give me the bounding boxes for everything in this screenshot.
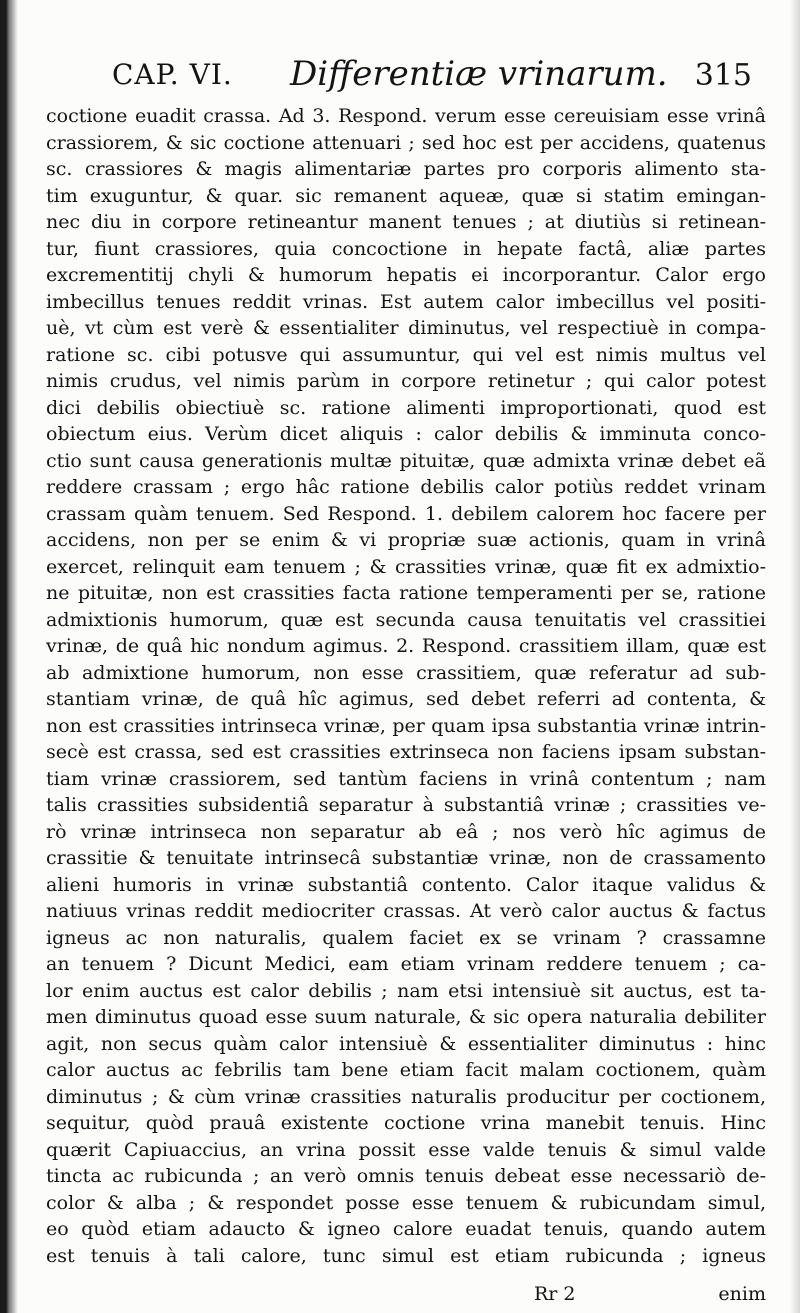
text-line: excrementitij chyli & humorum hepatis ei incorporantur. Calor ergo [46,264,766,286]
text-line: vrinæ, de quâ hic nondum agimus. 2. Respond. crassitiem illam, quæ est [46,635,766,657]
page-right-shadow [790,0,800,1313]
text-line: accidens, non per se enim & vi propriæ suæ actionis, quam in vrinâ [46,529,766,551]
text-line: sc. crassiores & magis alimentariæ partes pro corporis alimento sta- [46,158,766,180]
text-line: natiuus vrinas reddit mediocriter crassas. At verò calor auctus & factus [46,900,766,922]
catchword: enim [718,1283,766,1305]
text-line: tur, fiunt crassiores, quia concoctione in hepate factâ, aliæ partes [46,237,766,260]
text-line: agit, non secus quàm calor intensiuè & essentialiter diminutus : hinc [46,1032,766,1055]
text-line: tim exuguntur, & quar. sic remanent aqueæ, quæ si statim emingan- [46,184,766,207]
text-line: tincta ac rubicunda ; an verò omnis tenuis debeat esse necessariò de- [46,1165,766,1187]
running-title: Differentiæ vrinarum. [290,54,668,94]
text-line: ab admixtione humorum, non esse crassitiem, quæ referatur ad sub- [46,661,766,684]
text-line: stantiam vrinæ, de quâ hîc agimus, sed debet referri ad contenta, & [46,688,766,710]
text-line: rò vrinæ intrinseca non separatur ab eâ ; nos verò hîc agimus de [46,820,766,843]
text-line: imbecillus tenues reddit vrinas. Est autem calor imbecillus vel positi- [46,290,766,313]
text-line: ne pituitæ, non est crassities facta ratione temperamenti per se, ratione [46,582,766,604]
page-footer [520,1283,766,1311]
chapter-label: CAP. VI. [112,58,233,91]
text-line: tiam vrinæ crassiorem, sed tantùm faciens in vrinâ contentum ; nam [46,767,766,790]
text-line: ratione sc. cibi potusve qui assumuntur, qui vel est nimis multus vel [46,343,766,366]
text-line: an tenuem ? Dicunt Medici, eam etiam vrinam reddere tenuem ; ca- [46,953,766,975]
text-line: crassitie & tenuitate intrinsecâ substantiæ vrinæ, non de crassamento [46,847,766,869]
text-line: nimis crudus, vel nimis parùm in corpore retinetur ; qui calor potest [46,370,766,392]
text-line: obiectum eius. Verùm dicet aliquis : calor debilis & imminuta conco- [46,423,766,445]
page-gutter-edge [0,0,18,1313]
text-line: quærit Capiuaccius, an vrina possit esse valde tenuis & simul valde [46,1138,766,1161]
text-line: admixtionis humorum, quæ est secunda causa tenuitatis vel crassitiei [46,608,766,631]
text-line: secè est crassa, sed est crassities extrinseca non faciens ipsam substan- [46,741,766,763]
text-line: est tenuis à tali calore, tunc simul est etiam rubicunda ; igneus [46,1244,766,1267]
text-line: talis crassities subsidentiâ separatur à substantiâ vrinæ ; crassities ve- [46,794,766,816]
text-line: exercet, relinquit eam tenuem ; & crassities vrinæ, quæ fit ex admixtio- [46,555,766,578]
text-line: igneus ac non naturalis, qualem faciet ex se vrinam ? crassamne [46,926,766,949]
page-number: 315 [694,58,752,93]
text-line: nec diu in corpore retineantur manent tenues ; at diutiùs si retinean- [46,211,766,233]
text-line: reddere crassam ; ergo hâc ratione debilis calor potiùs reddet vrinam [46,476,766,498]
text-line: sequitur, quòd prauâ existente coctione vrina manebit tenuis. Hinc [46,1112,766,1134]
text-line: crassam quàm tenuem. Sed Respond. 1. debilem calorem hoc facere per [46,502,766,525]
text-line: crassiorem, & sic coctione attenuari ; sed hoc est per accidens, quatenus [46,131,766,154]
text-line: men diminutus quoad esse suum naturale, & sic opera naturalia debiliter [46,1006,766,1028]
signature-mark: Rr 2 [534,1283,576,1305]
text-line: coctione euadit crassa. Ad 3. Respond. verum esse cereuisiam esse vrinâ [46,105,766,127]
text-line: diminutus ; & cùm vrinæ crassities naturalis producitur per coctionem, [46,1085,766,1108]
text-line: alieni humoris in vrinæ substantiâ contento. Calor itaque validus & [46,873,766,896]
text-line: lor enim auctus est calor debilis ; nam etsi intensiuè sit auctus, est ta- [46,979,766,1002]
text-line: uè, vt cùm est verè & essentialiter diminutus, vel respectiuè in compa- [46,317,766,339]
text-line: eo quòd etiam adaucto & igneo calore euadat tenuis, quando autem [46,1218,766,1240]
text-line: non est crassities intrinseca vrinæ, per quam ipsa substantia vrinæ intrin- [46,714,766,737]
text-line: calor auctus ac febrilis tam bene etiam facit malam coctionem, quàm [46,1059,766,1081]
text-line: dici debilis obiectiuè sc. ratione alimenti improportionati, quod est [46,396,766,419]
text-line: ctio sunt causa generationis multæ pituitæ, quæ admixta vrinæ debet eã [46,449,766,472]
running-header [112,54,752,100]
text-line: color & alba ; & respondet posse esse tenuem & rubicundam simul, [46,1191,766,1214]
body-text [46,103,766,1269]
